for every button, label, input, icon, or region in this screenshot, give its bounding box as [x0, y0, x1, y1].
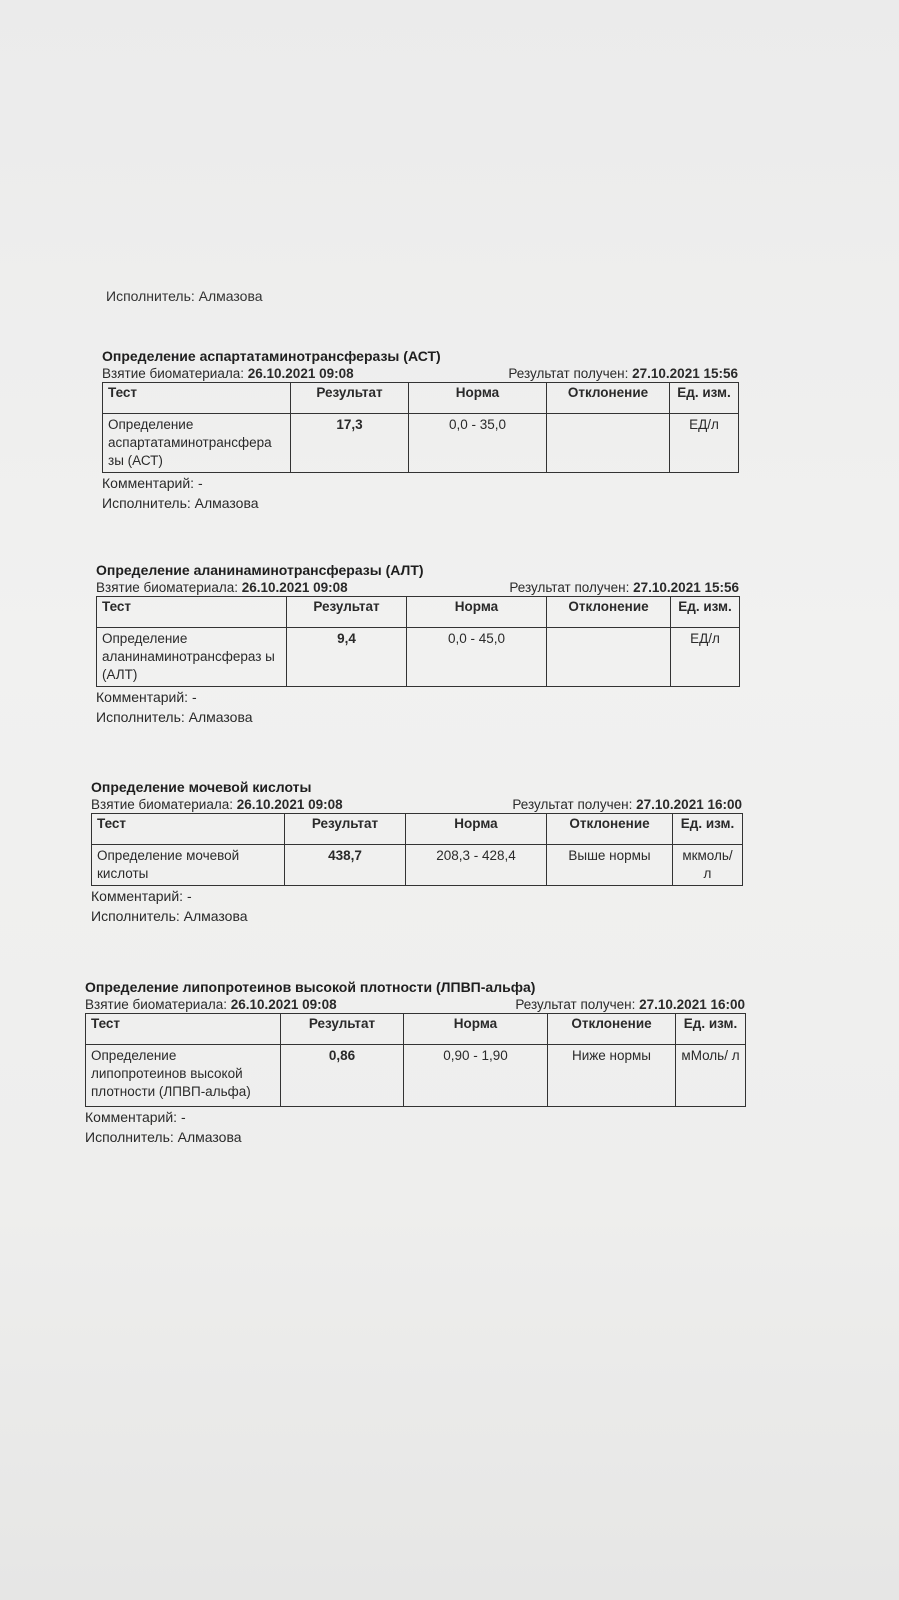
col-result-header: Результат [291, 383, 409, 414]
section-title: Определение липопротеинов высокой плотности (ЛПВП-альфа) [85, 979, 536, 995]
section-uric-acid [91, 778, 742, 926]
received-value: 27.10.2021 16:00 [636, 797, 742, 812]
cell-norm: 0,0 - 35,0 [409, 414, 547, 473]
table-header-row [103, 383, 739, 414]
cell-unit: мкмоль/ л [673, 845, 743, 886]
col-result-header: Результат [287, 597, 407, 628]
table-header-row [97, 597, 740, 628]
col-deviation-header: Отклонение [547, 597, 671, 628]
taken-label: Взятие биоматериала: [96, 580, 238, 595]
taken-value: 26.10.2021 09:08 [230, 997, 337, 1012]
top-executor: Исполнитель: Алмазова [106, 288, 263, 304]
table-row [103, 414, 739, 473]
cell-result: 438,7 [285, 845, 406, 886]
cell-unit: ЕД/л [670, 414, 739, 473]
taken-info [85, 996, 337, 1013]
section-title: Определение мочевой кислоты [91, 779, 312, 795]
taken-label: Взятие биоматериала: [102, 366, 244, 381]
received-info [512, 796, 742, 813]
received-label: Результат получен: [508, 366, 629, 381]
col-result-header: Результат [285, 814, 406, 845]
col-norm-header: Норма [407, 597, 547, 628]
taken-label: Взятие биоматериала: [91, 797, 233, 812]
executor: Исполнитель: Алмазова [85, 1129, 242, 1145]
comment: Комментарий: - [102, 475, 203, 491]
received-info [508, 365, 738, 382]
executor: Исполнитель: Алмазова [91, 908, 248, 924]
taken-info [91, 796, 343, 813]
received-label: Результат получен: [515, 997, 636, 1012]
section-title: Определение аланинаминотрансферазы (АЛТ) [96, 562, 424, 578]
cell-deviation: Ниже нормы [548, 1045, 676, 1107]
section-hdl [85, 978, 745, 1147]
col-unit-header: Ед. изм. [670, 383, 739, 414]
cell-test: Определение аланинаминотрансфераз ы (АЛТ) [97, 628, 287, 687]
table-row [92, 845, 743, 886]
cell-test: Определение липопротеинов высокой плотности (ЛПВП-альфа) [86, 1045, 281, 1107]
cell-deviation [547, 628, 671, 687]
comment: Комментарий: - [96, 689, 197, 705]
col-unit-header: Ед. изм. [671, 597, 740, 628]
taken-value: 26.10.2021 09:08 [241, 580, 348, 595]
comment: Комментарий: - [85, 1109, 186, 1125]
section-meta [96, 579, 739, 596]
section-title: Определение аспартатаминотрансферазы (АСТ) [102, 348, 441, 364]
cell-result: 0,86 [281, 1045, 404, 1107]
cell-deviation: Выше нормы [547, 845, 673, 886]
col-test-header: Тест [97, 597, 287, 628]
cell-result: 17,3 [291, 414, 409, 473]
received-label: Результат получен: [509, 580, 630, 595]
col-unit-header: Ед. изм. [673, 814, 743, 845]
comment: Комментарий: - [91, 888, 192, 904]
table-row [86, 1045, 746, 1107]
table-row [97, 628, 740, 687]
results-table [102, 382, 739, 473]
received-info [515, 996, 745, 1013]
section-meta [91, 796, 742, 813]
cell-norm: 0,90 - 1,90 [404, 1045, 548, 1107]
col-deviation-header: Отклонение [548, 1014, 676, 1045]
col-norm-header: Норма [406, 814, 547, 845]
col-deviation-header: Отклонение [547, 383, 670, 414]
cell-norm: 208,3 - 428,4 [406, 845, 547, 886]
cell-norm: 0,0 - 45,0 [407, 628, 547, 687]
col-norm-header: Норма [409, 383, 547, 414]
cell-test: Определение аспартатаминотрансфера зы (АСТ) [103, 414, 291, 473]
executor: Исполнитель: Алмазова [102, 495, 259, 511]
cell-unit: ЕД/л [671, 628, 740, 687]
cell-unit: мМоль/ л [676, 1045, 746, 1107]
results-table [96, 596, 740, 687]
results-table [85, 1013, 746, 1107]
table-header-row [86, 1014, 746, 1045]
col-test-header: Тест [86, 1014, 281, 1045]
taken-value: 26.10.2021 09:08 [236, 797, 343, 812]
cell-test: Определение мочевой кислоты [92, 845, 285, 886]
taken-info [96, 579, 348, 596]
received-info [509, 579, 739, 596]
taken-value: 26.10.2021 09:08 [247, 366, 354, 381]
taken-info [102, 365, 354, 382]
col-result-header: Результат [281, 1014, 404, 1045]
section-ast [102, 347, 738, 513]
results-table [91, 813, 743, 886]
section-meta [102, 365, 738, 382]
col-test-header: Тест [92, 814, 285, 845]
executor: Исполнитель: Алмазова [96, 709, 253, 725]
cell-result: 9,4 [287, 628, 407, 687]
received-value: 27.10.2021 15:56 [633, 580, 739, 595]
received-label: Результат получен: [512, 797, 633, 812]
col-test-header: Тест [103, 383, 291, 414]
col-unit-header: Ед. изм. [676, 1014, 746, 1045]
col-norm-header: Норма [404, 1014, 548, 1045]
received-value: 27.10.2021 15:56 [632, 366, 738, 381]
table-header-row [92, 814, 743, 845]
taken-label: Взятие биоматериала: [85, 997, 227, 1012]
cell-deviation [547, 414, 670, 473]
col-deviation-header: Отклонение [547, 814, 673, 845]
section-alt [96, 561, 739, 727]
received-value: 27.10.2021 16:00 [639, 997, 745, 1012]
section-meta [85, 996, 745, 1013]
